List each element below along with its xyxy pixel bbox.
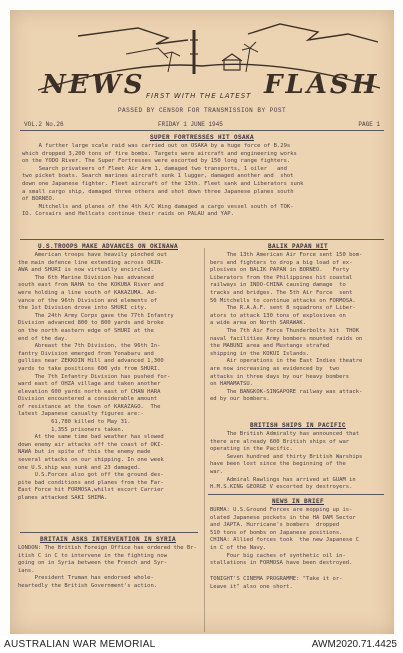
- syria-headline: BRITAIN ASKS INTERVENTION IN SYRIA: [39, 536, 177, 543]
- masthead-tagline: FIRST WITH THE LATEST: [146, 92, 252, 100]
- syria-article: LONDON: The British Foreign Office has ordered the Br- itish C in C to intervene in the fighting now going on in Syria between the French and Syr- ians. President Truman has endorsed whole- heartedly the British Government's action.: [18, 545, 197, 589]
- newsletter-page: [10, 10, 394, 634]
- archive-credit: AUSTRALIAN WAR MEMORIAL: [4, 639, 156, 650]
- pacific-ships-article: The British Admiralty has announced that there are already 600 British ships of war operating in the Pacific. Seven hundred and thirty British Warships have been lost since the beginning of the war. Admiral Rawlings has arrived at GUAM in H.M.S.KING GEORGE V escorted by destroyers.: [210, 431, 363, 491]
- cinema-programme: TONIGHT'S CINEMA PROGRAMME: "Take it or- Leave it" also one short.: [210, 576, 343, 590]
- masthead-title-right: FLASH: [264, 70, 380, 100]
- news-in-brief-headline: NEWS IN BRIEF: [271, 498, 324, 505]
- divider-middle: [20, 239, 384, 240]
- lead-article: A further large scale raid was carried out on OSAKA by a huge force of B.29s which dropped 3,200 tons of fire bombs. Targets were aircraft and engineering works on the YODO River. The Super Fortresses were escorted by 150 long range fighters. Search privateers of Fleet Air Arm 1, damaged two transports, 1 oiler and two picket boats. Search marines aircraft sunk 1 lugger, damaged another and shot down one Japanese fighter. Fleet aircraft of the 13th. Fleet sank and Liberators sunk a small cargo ship, damaged three others and shot down three Japanese planes south of BORNEO. Mitchells and planes of the 4th A/C Wing damaged a cargo vessel south of TOK- IO. Corsairs and Hellcats continue their raids on PALAU and YAP.: [22, 143, 304, 218]
- lead-headline: SUPER FORTRESSES HIT OSAKA: [149, 134, 254, 141]
- page-number: PAGE 1: [358, 121, 380, 128]
- divider-left-lower: [20, 532, 198, 533]
- censor-notice: PASSED BY CENSOR FOR TRANSMISSION BY POST: [117, 107, 287, 114]
- issue-info: [24, 121, 380, 130]
- divider-top: [20, 130, 384, 131]
- pacific-ships-headline: BRITISH SHIPS IN PACIFIC: [249, 422, 346, 429]
- archive-footer: [0, 636, 403, 653]
- balikpapan-headline: BALIK PAPAN HIT: [267, 243, 328, 250]
- balikpapan-article: The 13th American Air Force sent 150 bom- bers and fighters to drop a big load of ex- plosives on BALIK PAPAN in BORNEO. Forty Liberators from the Philippines hit coastal railways in INDO-CHINA causing damage to tracks and bridges. The 5th Air Force sent 50 Mitchells to continue attacks on FORMOSA. The R.A.A.F. sent 8 squadrons of Liber- ators to attack 130 tons of explosives on a wide area on North SARAWAK. The 7th Air Force Thunderbolts hit THOK naval facilities Army bombers mounted raids on the MABUNI area and Mustangs strafed shipping in the KOKUI Islands. Air operations in the East Indies theatre are now increasing as evidenced by two attacks in three days by our heavy bombers on HAMAMATSU. The BANGKOK-SINGAPORE railway was attack- ed by our bombers.: [210, 252, 363, 403]
- issue-volume: VOL.2 No.26: [24, 121, 64, 128]
- okinawa-article: American troops have heavily pinched out the main defence line extending across OKIN- AWA and SHURI is now virtually encircled. The 6th Marine Division has advanced south east from NAHA to the KOKUBA River and were holding a line south of KAKAZUMA. Ad- vance of the 96th Division and elements of the 1st Division drove into SHURI city. The 24th Army Corps gave the 77th Infantry Division advanced 800 to 800 yards and broke on the north eastern edge of SHURI at the end of the day. Abreast the 7th Division, the 96th In- fantry Division emerged from Yonabaru and gullies near ZEKKOIN Hill and advanced 1,300 yards to take positions 600 yds from SHURI. The 7th Infantry Division has pushed for- ward east of OHZA village and taken another elevation 600 yards north east of CHAN HARA Division encountered a considerable amount of resistance at the town of KAKAZAGO. The latest Japanese casualty figures are:- 61,780 killed to May 31. 1,355 prisoners taken. At the same time bad weather has slowed down enemy air attacks off the coast of OKI- NAWA but in spite of this the enemy made several attacks on our shipping. In one week one U.S.ship was sunk and 23 damaged. U.S.Forces also got off the ground des- pite bad conditions and planes from the Far- East Force hit FORMOSA,whilst escort Carrier planes attacked SAKI SHIMA.: [18, 252, 174, 501]
- news-in-brief-article: BURMA: U.S.Ground Forces are mopping up is- olated Japanese pockets in the HA DAM Sector and JAPTA. Hurricane's bombers dropped 510 tons of bombs on Japanese positions. CHINA: Allied forces took the new Japanese C in C of the Navy. Four big caches of synthetic oil in- stallations in FORMOSA have been destroyed.: [210, 507, 360, 567]
- issue-date: FRIDAY 1 JUNE 1945: [158, 121, 223, 128]
- archive-accession-number: AWM2020.71.4425: [311, 639, 397, 650]
- column-divider: [204, 248, 205, 632]
- masthead-title-left: NEWS: [42, 70, 146, 100]
- divider-right-lower: [208, 494, 384, 495]
- masthead: [18, 14, 386, 106]
- okinawa-headline: U.S.TROOPS MAKE ADVANCES ON OKINAWA: [37, 243, 179, 250]
